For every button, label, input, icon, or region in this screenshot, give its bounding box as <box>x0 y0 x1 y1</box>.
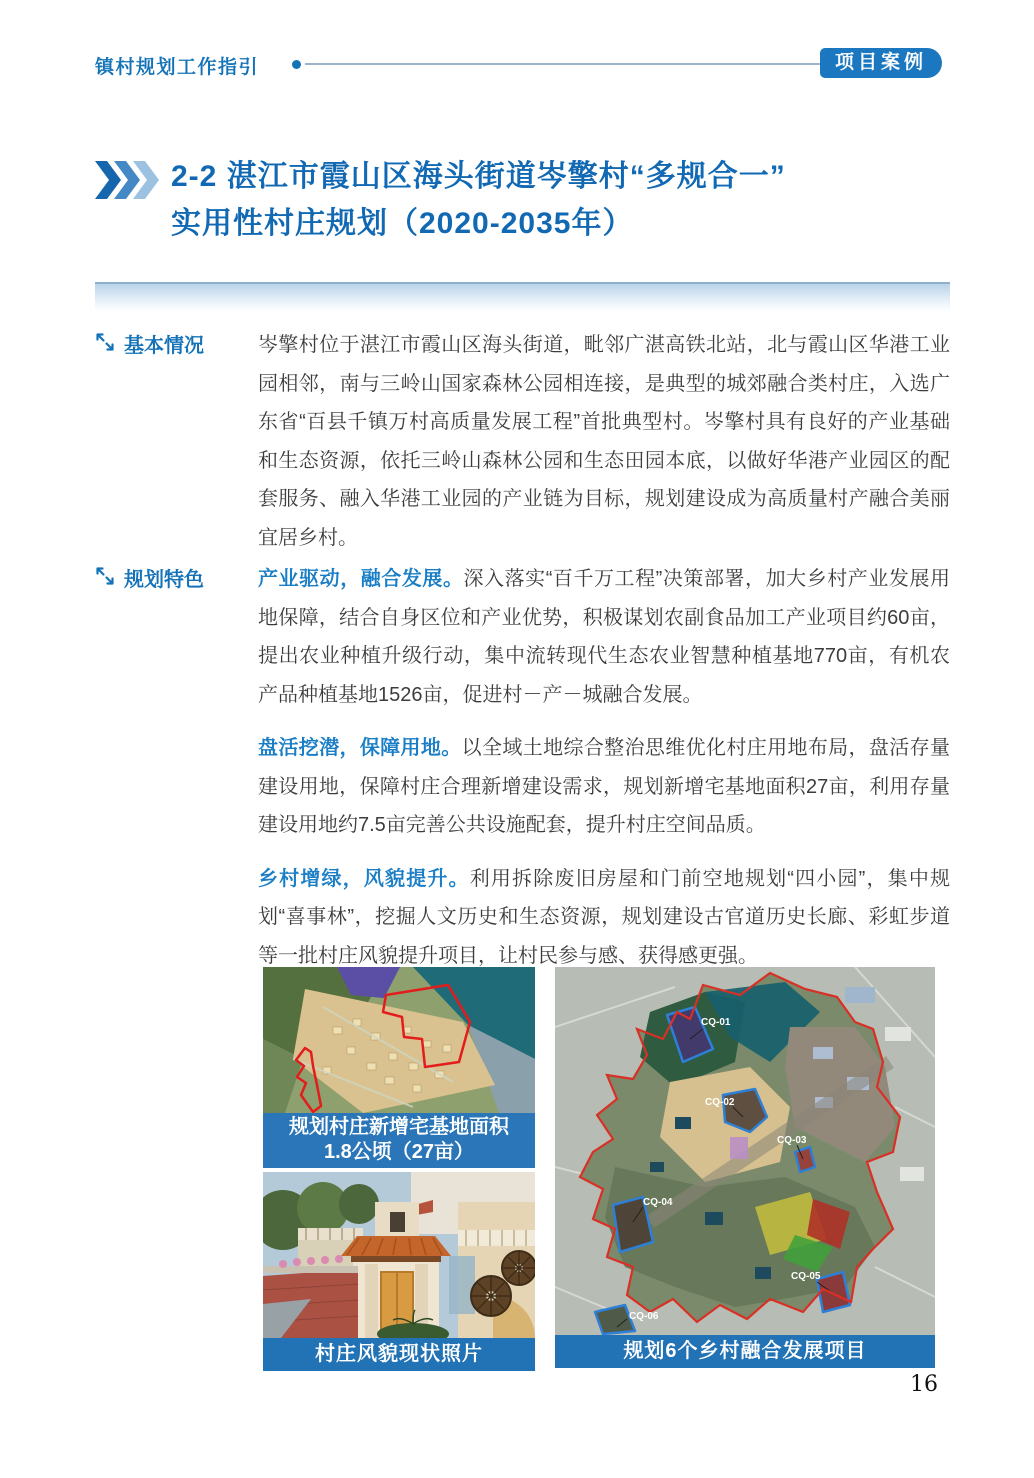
page-title <box>171 153 950 247</box>
section-label-text: 规划特色 <box>124 569 204 591</box>
new-housing-map-figure <box>263 967 535 1113</box>
figure-caption: 规划6个乡村融合发展项目 <box>555 1335 935 1368</box>
map-label: CQ-04 <box>643 1197 673 1208</box>
page-title-line-1: 2-2 湛江市霞山区海头街道岑擎村“多规合一” <box>171 160 786 193</box>
section-label <box>95 560 258 990</box>
header-title: 镇村规划工作指引 <box>95 57 260 78</box>
section-body <box>258 326 950 572</box>
map-overlay-caption <box>263 1113 535 1168</box>
paragraph-lead: 产业驱动，融合发展。 <box>258 568 464 590</box>
section-planning-features <box>95 560 950 990</box>
overlay-caption-line-2: 1.8公顷（27亩） <box>323 1141 475 1163</box>
paragraph-text: 利用拆除废旧房屋和门前空地规划“四小园”，集中规划“喜事林”，挖掘人文历史和生态资源，规划建设古官道历史长廊、彩虹步道等一批村庄风貌提升项目，让村民参与感、获得感更强。 <box>258 867 950 967</box>
triple-chevron-icon <box>95 160 159 205</box>
map-label: CQ-06 <box>629 1311 659 1322</box>
paragraph <box>258 729 950 845</box>
section-divider-band <box>95 282 950 311</box>
page-number: 16 <box>910 1372 938 1397</box>
paragraph-lead: 盘活挖潜，保障用地。 <box>258 737 462 759</box>
map-label: CQ-03 <box>777 1135 807 1146</box>
section-basic-info <box>95 326 950 572</box>
map-label: CQ-05 <box>791 1271 821 1282</box>
overlay-caption-line-1: 规划村庄新增宅基地面积 <box>289 1116 509 1138</box>
section-label-text: 基本情况 <box>124 335 204 357</box>
satellite-map-image <box>263 967 535 1113</box>
diagonal-arrows-icon <box>95 566 115 592</box>
section-body <box>258 560 950 990</box>
page-header <box>95 48 950 80</box>
paragraph <box>258 860 950 976</box>
map-label: CQ-02 <box>705 1097 735 1108</box>
header-dot-icon <box>292 60 301 69</box>
projects-map-image <box>555 967 935 1335</box>
figures-row <box>263 967 935 1367</box>
figure-left-column <box>263 967 535 1371</box>
page-title-line-2: 实用性村庄规划（2020-2035年） <box>171 207 634 240</box>
map-label: CQ-01 <box>701 1017 731 1028</box>
paragraph <box>258 326 950 557</box>
projects-map-figure <box>555 967 935 1368</box>
village-photo-figure <box>263 1172 535 1338</box>
project-case-badge: 项目案例 <box>820 48 942 78</box>
paragraph-text: 深入落实“百千万工程”决策部署，加大乡村产业发展用地保障，结合自身区位和产业优势，积极谋划农副食品加工产业项目约60亩，提出农业种植升级行动，集中流转现代生态农业智慧种植基地770亩，有机农产品种植基地1526亩，促进村－产－城融合发展。 <box>258 568 951 706</box>
paragraph-text: 以全域土地综合整治思维优化村庄用地布局，盘活存量建设用地，保障村庄合理新增建设需求，规划新增宅基地面积27亩，利用存量建设用地约7.5亩完善公共设施配套，提升村庄空间品质。 <box>258 737 951 836</box>
paragraph-text: 岑擎村位于湛江市霞山区海头街道，毗邻广湛高铁北站，北与霞山区华港工业园相邻，南与三岭山国家森林公园相连接，是典型的城郊融合类村庄，入选广东省“百县千镇万村高质量发展工程”首批典型村。岑擎村具有良好的产业基础和生态资源，依托三岭山森林公园和生态田园本底，以做好华港产业园区的配套服务、融入华港工业园的产业链为目标，规划建设成为高质量村产融合美丽宜居乡村。 <box>258 334 950 549</box>
diagonal-arrows-icon <box>95 332 115 358</box>
paragraph-lead: 乡村增绿，风貌提升。 <box>258 867 470 890</box>
village-photo-image <box>263 1172 535 1338</box>
paragraph <box>258 560 950 714</box>
header-rule <box>305 63 822 65</box>
figure-caption: 村庄风貌现状照片 <box>263 1338 535 1371</box>
section-label <box>95 326 258 572</box>
title-block <box>95 153 950 247</box>
